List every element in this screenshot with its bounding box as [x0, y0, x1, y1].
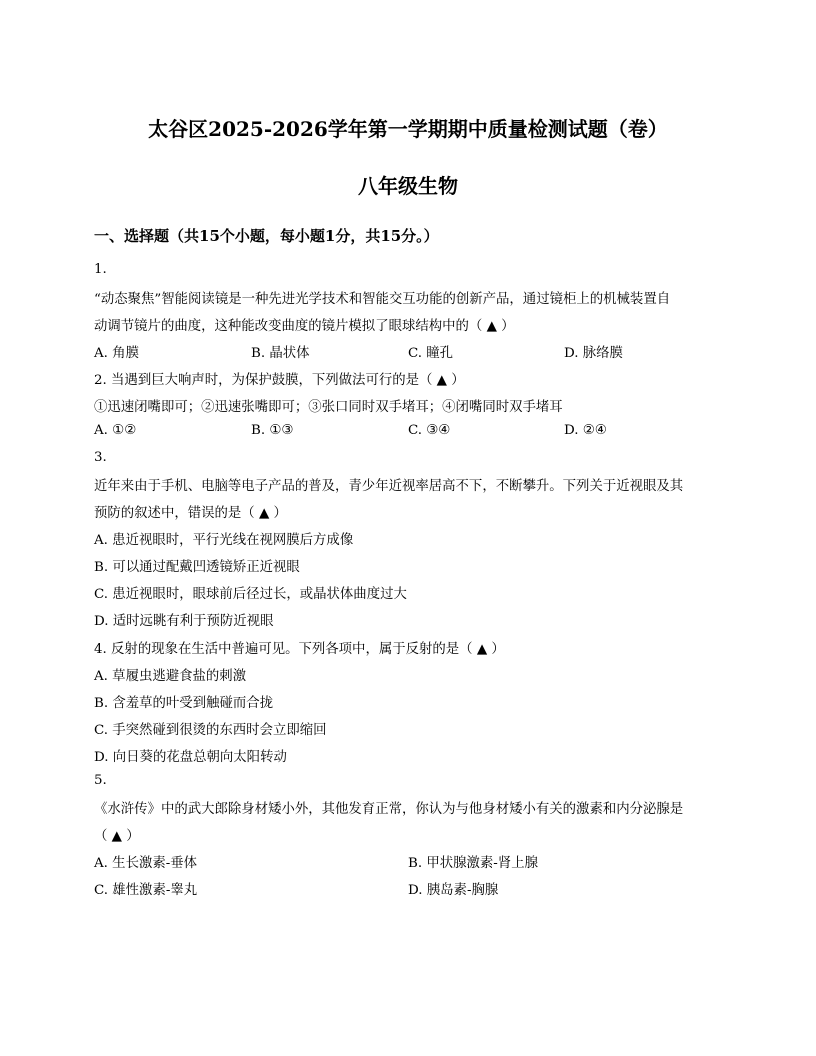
- question-5-number: 5.: [94, 773, 107, 788]
- question-2-option-c: C. ③④: [408, 423, 451, 438]
- question-4-option-a: A. 草履虫逃避食盐的刺激: [94, 669, 247, 684]
- question-4-option-c: C. 手突然碰到很烫的东西时会立即缩回: [94, 723, 327, 738]
- question-4-text-line-1: 4. 反射的现象在生活中普遍可见。下列各项中，属于反射的是（ ▲ ）: [94, 642, 505, 657]
- question-1-option-b: B. 晶状体: [251, 346, 310, 361]
- exam-title: 太谷区2025-2026学年第一学期期中质量检测试题（卷）: [148, 117, 668, 141]
- question-3-option-b: B. 可以通过配戴凹透镜矫正近视眼: [94, 560, 300, 575]
- question-3-option-a: A. 患近视眼时，平行光线在视网膜后方成像: [94, 533, 354, 548]
- question-1-number: 1.: [94, 262, 107, 277]
- question-5-text-line-2: （ ▲ ）: [94, 829, 140, 844]
- question-2-option-a: A. ①②: [94, 423, 137, 438]
- question-3-option-d: D. 适时远眺有利于预防近视眼: [94, 614, 274, 629]
- question-2-text-line-1: 2. 当遇到巨大响声时，为保护鼓膜，下列做法可行的是（ ▲ ）: [94, 373, 465, 388]
- question-3-number: 3.: [94, 450, 107, 465]
- question-2-option-b: B. ①③: [251, 423, 294, 438]
- question-5-option-a: A. 生长激素-垂体: [94, 856, 198, 871]
- question-2-option-d: D. ②④: [564, 423, 607, 438]
- question-1-text-line-1: “动态聚焦”智能阅读镜是一种先进光学技术和智能交互功能的创新产品，通过镜柜上的机械装置自: [94, 292, 671, 307]
- question-1-text-line-2: 动调节镜片的曲度，这种能改变曲度的镜片模拟了眼球结构中的（ ▲ ）: [94, 319, 515, 334]
- question-1-option-d: D. 脉络膜: [564, 346, 623, 361]
- question-4-option-b: B. 含羞草的叶受到触碰而合拢: [94, 696, 274, 711]
- question-5-option-b: B. 甲状腺激素-肾上腺: [408, 856, 539, 871]
- question-3-text-line-2: 预防的叙述中，错误的是（ ▲ ）: [94, 506, 287, 521]
- question-4-option-d: D. 向日葵的花盘总朝向太阳转动: [94, 750, 287, 765]
- subject-title: 八年级生物: [358, 174, 458, 198]
- question-1-option-c: C. 瞳孔: [408, 346, 454, 361]
- question-3-option-c: C. 患近视眼时，眼球前后径过长，或晶状体曲度过大: [94, 587, 407, 602]
- section-heading: 一、选择题（共15个小题，每小题1分，共15分。）: [94, 227, 439, 245]
- question-5-option-d: D. 胰岛素-胸腺: [408, 883, 499, 898]
- question-1-option-a: A. 角膜: [94, 346, 139, 361]
- question-2-text-line-2: ①迅速闭嘴即可；②迅速张嘴即可；③张口同时双手堵耳；④闭嘴同时双手堵耳: [94, 400, 563, 415]
- question-5-text-line-1: 《水浒传》中的武大郎除身材矮小外，其他发育正常，你认为与他身材矮小有关的激素和内分泌腺是: [94, 802, 684, 817]
- question-3-text-line-1: 近年来由于手机、电脑等电子产品的普及，青少年近视率居高不下，不断攀升。下列关于近视眼及其: [94, 479, 684, 494]
- question-5-option-c: C. 雄性激素-睾丸: [94, 883, 198, 898]
